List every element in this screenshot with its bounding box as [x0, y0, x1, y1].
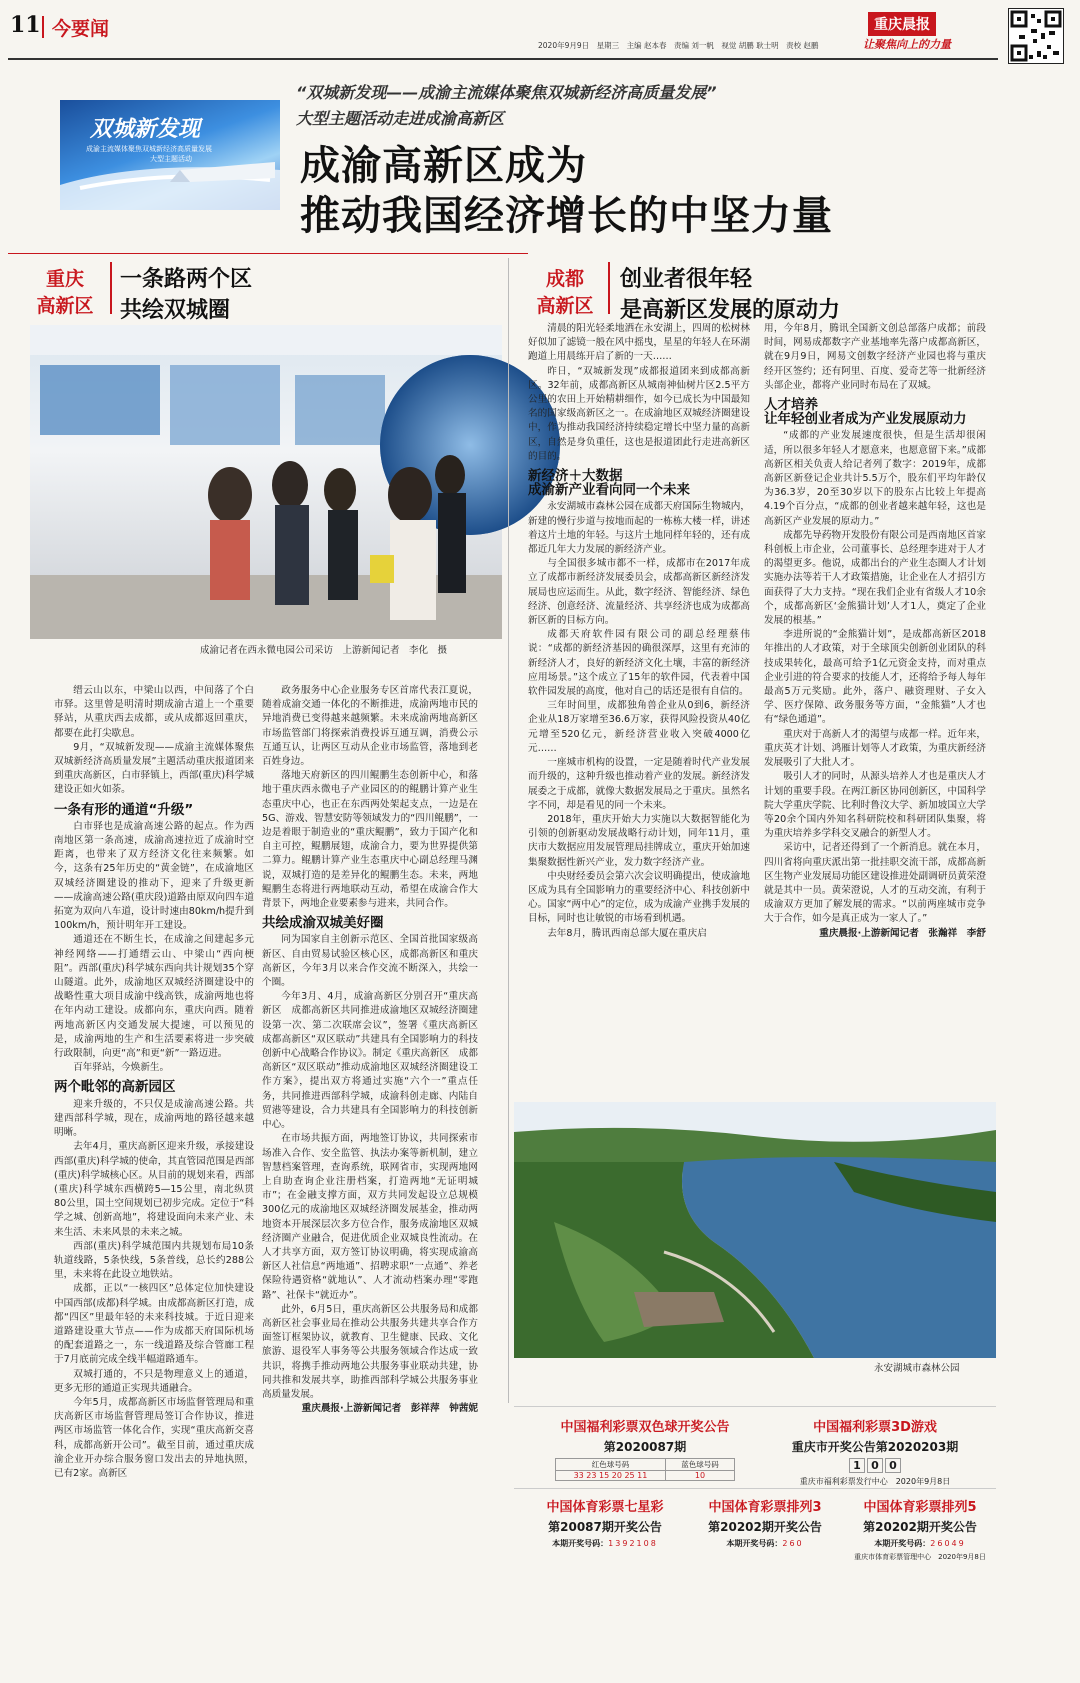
paragraph: 三年时间里，成都独角兽企业从0到6，新经济企业从18万家增至36.6万家，获得风险投资从40亿元增至520亿元，新经济营业收入突破4000亿元…… — [528, 700, 750, 754]
page-header — [8, 8, 1072, 51]
left-tag-line-2: 高新区 — [36, 295, 94, 317]
paragraph: 采访中，记者还得到了一个新消息。就在本月，四川省将向重庆派出第一批挂职交流干部，成都高新区生物产业发展局功能区建设推进处副调研员黄荣澄就是其中一员。黄荣澄说，人才的互动交流，有利于成渝双方更加了解发展的需求。“以前两座城市竞争大于合作，如今是真正成为一家人了。” — [764, 842, 986, 925]
ssq-red-numbers: 33 23 15 20 25 11 — [573, 1471, 648, 1480]
paragraph: 同为国家自主创新示范区、全国首批国家级高新区、自由贸易试验区核心区，成都高新区和重庆高新区，今年3月以来合作交流不断深入，共绘一个圈。 — [262, 934, 478, 989]
lottery-pl5-number-row — [845, 1538, 995, 1549]
section-subhead: 一条有形的通道“升级” — [54, 801, 194, 818]
lottery-3d-digits — [770, 1458, 980, 1473]
lottery-qxc-number-row — [530, 1538, 680, 1549]
left-article-col-2 — [262, 684, 488, 1679]
paragraph: 政务服务中心企业服务专区首席代表江夏说，随着成渝交通一体化的不断推进，成渝两地市民的异地消费已变得越来越频繁。未来成渝两地高新区市场监管部门将探索消费投诉互通互调，消费公示互通互认，让两区互动从企业市场监管，落地到老百姓身边。 — [262, 685, 478, 768]
right-tag-line-1: 成都 — [545, 268, 584, 290]
lottery-ssq — [540, 1416, 750, 1481]
right-tag — [530, 264, 600, 318]
paragraph: “成都的产业发展速度很快，但是生活却很闲适，所以很多年轻人才愿意来，也愿意留下来。”成都高新区相关负责人给记者列了数字：2019年，成都高新区新登记企业共计5.5万个，股东们平均年龄仅为36.3岁，20至30岁以下的股东占比较上年提高4.19个百分点，“成都的创业者越来越年轻，这也是高新区产业发展的原动力。” — [764, 430, 986, 527]
lottery-pl5-title: 中国体育彩票排列5 — [863, 1500, 977, 1515]
banner-title: 双城新发现 — [90, 116, 201, 142]
lottery-3d-issue: 重庆市开奖公告第2020203期 — [791, 1440, 959, 1454]
paragraph: 成都，正以“一核四区”总体定位加快建设中国西部(成都)科学城。由成都高新区打造，成都“四区”里最年轻的未来科技城。于近日迎来道路建设重大节点——作为成都天府国际机场的配套道路之一，东一线道路及综合管廊工程于7月底前完成全线半幅道路通车。 — [54, 1283, 254, 1366]
right-tag-divider — [608, 262, 610, 314]
right-tag-line-2: 高新区 — [536, 295, 594, 317]
section-label: 今要闻 — [52, 18, 110, 40]
main-headline-line-1: 成渝高新区成为 — [300, 143, 587, 189]
article-byline: 重庆晨报·上游新闻记者 张瀚祥 李舒 — [819, 927, 986, 939]
pl3-label: 本期开奖号码： — [726, 1539, 783, 1548]
section-subhead: 共绘成渝双城美好圈 — [262, 915, 384, 932]
paragraph: 今年5月，成都高新区市场监督管理局和重庆高新区市场监督管理局签订合作协议，推进两区市场监管一体化合作，实现“重庆高新交喜科，成都高新开公司”。截至目前，通过重庆成渝企业开办综合服务窗口发出去的异地执照，已有2家。高新区 — [54, 1396, 254, 1479]
right-article-col-2 — [764, 322, 986, 1097]
paragraph: 重庆对于高新人才的渴望与成都一样。近年来，重庆英才计划、鸿雁计划等人才政策，为重庆新经济发展吸引了大批人才。 — [764, 728, 986, 769]
lottery-qxc-issue: 第20087期开奖公告 — [548, 1520, 662, 1534]
lottery-mid-rule — [514, 1488, 996, 1489]
section-subhead: 新经济＋大数据 — [528, 468, 623, 485]
ssq-blue-number: 10 — [694, 1471, 706, 1480]
paragraph: 成都先导药物开发股份有限公司是西南地区首家科创板上市企业，公司董事长、总经理李进对于人才的渴望更多。他说，成都出台的产业生态圈人才计划实施办法等若干人才政策措施，让企业在人才招引方面获得了大力支持。“现在我们企业有省级人才10余个，成都高新区‘金熊猫计划’人才1人，奠定了企业发展的根基。” — [764, 529, 986, 627]
paragraph: 2018年，重庆开始大力实施以大数据智能化为引领的创新驱动发展战略行动计划，同年11月，重庆市大数据应用发展管理局挂牌成立，重庆开始加速集聚数据性新兴产业，发力数字经济产业。 — [528, 813, 750, 868]
paper-name: 重庆晨报 — [868, 12, 936, 36]
paragraph: 去年8月，腾讯西南总部大厦在重庆启 — [547, 927, 707, 939]
right-article-col-1 — [528, 322, 750, 1097]
paragraph: 清晨的阳光轻柔地洒在永安湖上，四周的松树林好似加了滤镜一般在风中摇曳，星星的年轻人在环湖跑道上用晨练开启了新的一天…… — [528, 323, 750, 363]
paragraph: 昨日，“双城新发现”成都报道团来到成都高新区。32年前，成都高新区从城南神仙树片区2.5平方公里的农田上开始精耕细作，如今已成长为中国最知名的国家级高新区之一。在成渝地区双城经济圈建设中，作为推动我国经济持续稳定增长中坚力量的高新区，自然是身负重任，这也是报道团此行走进高新区的目的。 — [528, 365, 750, 462]
left-photo-caption: 成渝记者在西永微电园公司采访 上游新闻记者 李化 摄 — [200, 645, 448, 656]
left-tag — [30, 264, 100, 318]
qr-code-icon — [1008, 8, 1064, 64]
campaign-line-1: “双城新发现——成渝主流媒体聚焦双城新经济高质量发展” — [296, 83, 717, 102]
page-number-divider — [42, 16, 44, 38]
right-title-line-1: 创业者很年轻 — [620, 267, 753, 292]
section-subhead: 人才培养 — [764, 397, 818, 414]
lottery-pl5 — [845, 1496, 995, 1562]
lottery-pl3-issue: 第20202期开奖公告 — [708, 1520, 822, 1534]
paragraph: 9月，“双城新发现——成渝主流媒体聚焦双城新经济高质量发展”主题活动重庆报道团来到重庆高新区，白市驿镇上，西部(重庆)科学城建设正如火如荼。 — [54, 741, 254, 796]
paragraph: 一座城市机构的设置，一定是随着时代产业发展而升级的，这种升级也推动着产业的发展。新经济发展委之于成都，就像大数据发展局之于重庆。虽然名字不同，却是看见的同一个未来。 — [528, 757, 750, 811]
lottery-qxc — [530, 1496, 680, 1549]
lottery-pl3-number-row — [690, 1538, 840, 1549]
right-photo-caption: 永安湖城市森林公园 — [874, 1363, 960, 1374]
left-tag-line-1: 重庆 — [45, 268, 84, 290]
paragraph: 用，今年8月，腾讯全国新文创总部落户成都；前段时间，网易成都数字产业基地率先落户成都高新区，就在9月9日，网易文创数字经济产业园也将与重庆经开区签约；还有阿里、百度、爱奇艺等一批新经济头部企业，都将产业同时布局在了双城。 — [764, 323, 986, 391]
paragraph: 在市场共振方面，两地签订协议，共同探索市场准入合作、安全监管、执法办案等新机制，建立智慧档案管理，查询系统，联网省市，实现两地网上自助查询企业注册档案，打造两地“无证明城市”；在金融支撑方面，双方共同发起设立总规模300亿元的成渝地区双城经济圈发展基金，推动两地资本开展深层次多方位合作，服务成渝地区双城经济圈产业融合，促进优质企业双城良性流动。在人才共享方面，双方签订协议明确，将实现成渝高新区人社信息“两地通”、招聘求职“一点通”、养老保险待遇资格“就地认”、人才流动档案办理“零跑路”、社保卡“就近办”。 — [262, 1133, 478, 1301]
qxc-label: 本期开奖号码： — [552, 1539, 609, 1548]
paragraph: 李进所说的“金熊猫计划”，是成都高新区2018年推出的人才政策，对于全球顶尖创新创业团队的科技成果转化，最高可给予1亿元资金支持，而对重点企业引进的符合要求的技能人才，还将给予每人每年最高5万元奖励。此外，落户、融资理财、子女入学、医疗保障、政务服务等方面，“金熊猫”人才也有“绿色通道”。 — [764, 629, 986, 726]
paragraph: 此外，6月5日，重庆高新区公共服务局和成都高新区社会事业局在推动公共服务共建共享合作方面签订框架协议，就教育、卫生健康、民政、文化旅游、退役军人事务等公共服务领域合作达成一致共识，将携手推动两地公共服务事业联动共建，协同共推和发展共享，助推西部科学城公共服务事业高质量发展。 — [262, 1303, 478, 1400]
section-subhead: 两个毗邻的高新园区 — [54, 1079, 176, 1096]
lottery-pl5-issue: 第20202期开奖公告 — [863, 1520, 977, 1534]
right-article-photo — [514, 1102, 996, 1358]
lottery-3d-title: 中国福利彩票3D游戏 — [813, 1420, 937, 1435]
lottery-pl3 — [690, 1496, 840, 1549]
paragraph: 去年4月，重庆高新区迎来升级，承接建设西部(重庆)科学城的使命，其直管园范围是西部(重庆)科学城核心区。从目前的规划来看，西部(重庆)科学城东西横跨5—15公里，南北纵贯80公里，国土空间规划已初步完成。定位于“科学之城、创新高地”，将建设面向未来产业、未来生活、未来风景的未来之城。 — [54, 1141, 254, 1238]
right-article-title — [620, 262, 840, 324]
lottery-ssq-title: 中国福利彩票双色球开奖公告 — [560, 1420, 730, 1435]
left-title-line-1: 一条路两个区 — [120, 267, 253, 292]
paragraph: 迎来升级的，不只仅是成渝高速公路。共建西部科学城，现在，成渝两地的路径越来越明晰。 — [54, 1098, 254, 1139]
paragraph: 百年驿站，今焕新生。 — [73, 1062, 170, 1074]
paragraph: 通道还在不断生长，在成渝之间建起多元神经网络——打通缙云山、中梁山“西向梗阻”。西部(重庆)科学城东西向共计规划35个穿山隧道。此外，成渝地区双城经济圈建设中的战略性重大项目成渝中线高铁，成渝两地也将在年内动工建设。成都向东，重庆向西。随着两地高新区内交通发展大提速，可以预见的是，成渝两地的生产和生活要素将进一步突破行政限制，向更“高”和更“新”一路迈进。 — [54, 934, 254, 1060]
paragraph: 永安湖城市森林公园在成都天府国际生物城内，新建的慢行步道与按地而起的一栋栋大楼一样，讲述着这片土地的年轻。与这片土地同样年轻的，还有成都近几年大力发展的新经济产业。 — [528, 501, 750, 556]
lottery-3d-note: 重庆市福利彩票发行中心 2020年9月8日 — [799, 1477, 951, 1486]
ssq-blue-label: 蓝色球号码 — [666, 1459, 734, 1471]
lottery-3d — [770, 1416, 980, 1487]
lottery-qxc-title: 中国体育彩票七星彩 — [546, 1500, 664, 1515]
lottery-ssq-table — [555, 1458, 735, 1481]
ssq-red-label: 红色球号码 — [556, 1459, 665, 1471]
section-subhead-line-2: 让年轻创业者成为产业发展原动力 — [764, 411, 967, 428]
campaign-banner-image — [60, 100, 280, 210]
paragraph: 今年3月、4月，成渝高新区分别召开“重庆高新区 成都高新区共同推进成渝地区双城经济圈建设第一次、第二次联席会议”，签署《重庆高新区 成都高新区“双区联动”共建具有全国影响力的科技创新中心战略合作协议》。制定《重庆高新区 成都高新区“双区联动”推动成渝地区双城经济圈建设工作方案》，提出双方将通过实施“六个一”重点任务，共同推进西部科学城，成渝科创走廊、内陆自贸港等建设，合力共建具有全国影响力的科技创新中心。 — [262, 991, 488, 1131]
lottery-ssq-issue: 第2020087期 — [603, 1440, 687, 1454]
left-article-title — [120, 262, 252, 324]
campaign-line-2: 大型主题活动走进成渝高新区 — [296, 109, 505, 128]
pl5-label: 本期开奖号码： — [874, 1539, 931, 1548]
article-byline: 重庆晨报·上游新闻记者 彭祥萍 钟茜妮 — [301, 1403, 478, 1415]
left-article-rule — [8, 253, 528, 254]
3d-digit: 0 — [867, 1458, 883, 1473]
left-title-line-2: 共绘双城圈 — [120, 298, 231, 323]
paragraph: 西部(重庆)科学城范围内共规划布局10条轨道线路，5条快线，5条普线，总长约288公里，未来将在此设立地铁站。 — [54, 1240, 254, 1281]
paragraph: 中央财经委员会第六次会议明确提出，使成渝地区成为具有全国影响力的重要经济中心、科技创新中心。国家“两中心”的定位，成为成渝产业携手发展的目标，同时也让敏锐的市场看到机遇。 — [528, 870, 750, 925]
banner-subtitle: 成渝主流媒体聚焦双城新经济高质量发展 — [86, 145, 212, 153]
paragraph: 落地天府新区的四川鲲鹏生态创新中心，和落地于重庆西永微电子产业园区的的鲲鹏计算产业生态重庆中心，也正在东西两处架起支点，一边是在5G、游戏、智慧安防等领域发力的“四川鲲鹏”，一边是着眼于制造业的“重庆鲲鹏”，致力于国产化和自主可控，鲲鹏展翅，成渝合力，要为世界提供第二算力。鲲鹏计算产业生态重庆中心副总经理马渊说，双城打造的是差异化的鲲鹏生态。未来，两地鲲鹏生态将进行两地联动互动，希望在成渝合作大背景下，两地企业要素参与进来，共同合作。 — [262, 770, 478, 910]
paragraph: 与全国很多城市都不一样，成都市在2017年成立了成都市新经济发展委员会，成都高新区新经济发展局也应运而生。从此，数字经济、智能经济、绿色经济、创意经济、流量经济、共享经济也成为成都高新区新的目标方向。 — [528, 558, 750, 627]
left-article-photo — [30, 325, 502, 639]
paragraph: 白市驿也是成渝高速公路的起点。作为西南地区第一条高速，成渝高速拉近了成渝时空距离，也带来了双方经济文化往来频繁。如今，这条有25年历史的“黄金链”，在成渝地区双城经济圈建设的推动下，迎来了升级更新——成渝高速公路(重庆段)道路由原双向四车道拓宽为双向八车道，设计时速由80km/h提升到100km/h，预计明年开工建设。 — [54, 820, 254, 932]
lottery-pl3-title: 中国体育彩票排列3 — [708, 1500, 822, 1515]
banner-subtitle-2: 大型主题活动 — [150, 155, 192, 163]
3d-digit: 1 — [849, 1458, 865, 1473]
paragraph: 缙云山以东，中梁山以西，中间落了个白市驿。这里曾是明清时期成渝古道上一个重要驿站，从重庆西去成都，或从成都返回重庆，都要在此打尖歇息。 — [54, 685, 254, 739]
lottery-top-rule — [514, 1406, 996, 1407]
center-divider — [508, 258, 509, 1403]
left-article-col-1 — [54, 684, 254, 1679]
page-number: 11 — [10, 12, 41, 38]
paragraph: 吸引人才的同时，从源头培养人才也是重庆人才计划的重要手段。在两江新区协同创新区，中国科学院大学重庆学院、比利时鲁汶大学、新加坡国立大学等20余个国内外知名科研院校和科研团队集聚，将为重庆培养多学科交叉融合的新型人才。 — [764, 771, 986, 840]
lottery-pl5-note: 重庆市体育彩票管理中心 2020年9月8日 — [854, 1553, 986, 1561]
main-headline-line-2: 推动我国经济增长的中坚力量 — [300, 193, 833, 239]
pl3-number: 260 — [782, 1539, 804, 1548]
header-credits: 2020年9月9日 星期三 主编 赵本春 责编 刘一帆 视觉 胡鹏 耿士明 责校 赵鹏 — [538, 41, 819, 50]
header-slogan: 让聚焦向上的力量 — [863, 38, 951, 51]
qxc-number: 1392108 — [608, 1539, 658, 1548]
paragraph: 成都天府软件园有限公司的副总经理蔡伟说：“成都的新经济基因的确很深厚，这里有充沛的新经济人才，良好的新经济文化土壤，丰富的新经济应用场景。”这个成立了15年的软件园，代表着中国软件园发展的高度，他对自己的话还是很有自信的。 — [528, 629, 750, 698]
section-subhead-line-2: 成渝新产业看向同一个未来 — [528, 482, 690, 499]
3d-digit: 0 — [885, 1458, 901, 1473]
header-rule — [8, 58, 998, 60]
paragraph: 双城打通的，不只是物理意义上的通道，更多无形的通道正实现共通融合。 — [54, 1368, 254, 1394]
right-title-line-2: 是高新区发展的原动力 — [620, 298, 841, 323]
left-tag-divider — [110, 262, 112, 314]
pl5-number: 26049 — [930, 1539, 966, 1548]
